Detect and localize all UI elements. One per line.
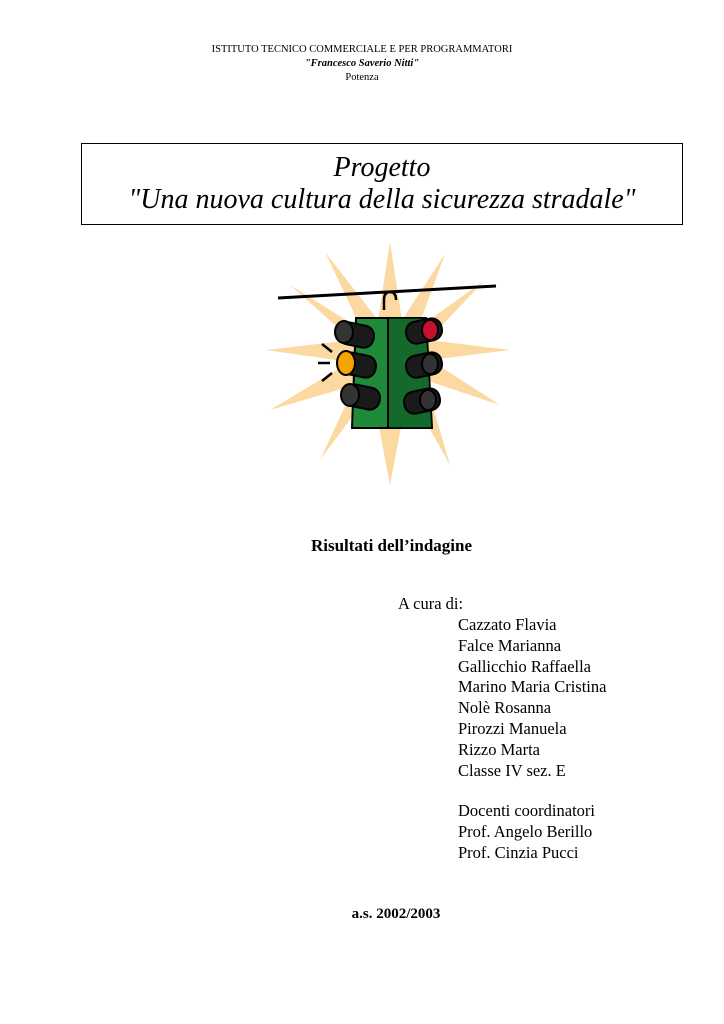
title-box: [81, 143, 683, 225]
coordinator-name: Prof. Cinzia Pucci: [458, 842, 579, 862]
coordinators-list: [458, 801, 595, 863]
credit-name: Pirozzi Manuela: [458, 718, 567, 738]
credit-name: Marino Maria Cristina: [458, 677, 607, 697]
credits-list: [458, 615, 606, 781]
credit-name: Nolè Rosanna: [458, 698, 552, 718]
school-year: a.s. 2002/2003: [351, 906, 441, 922]
credit-name: Rizzo Marta: [458, 739, 541, 759]
credit-name: Falce Marianna: [458, 635, 562, 655]
title-line-1: Progetto: [333, 152, 431, 183]
class-label: Classe IV sez. E: [458, 760, 566, 780]
right-lamps: [402, 316, 444, 415]
institute-name: ISTITUTO TECNICO COMMERCIALE E PER PROGRAMMATORI: [211, 44, 513, 55]
coordinator-name: Prof. Angelo Berillo: [458, 821, 593, 841]
coordinators-label: Docenti coordinatori: [458, 801, 595, 820]
left-lamps: [335, 320, 382, 411]
credit-name: Cazzato Flavia: [458, 615, 557, 634]
subtitle: Risultati dell’indagine: [310, 536, 473, 555]
traffic-light-icon: [260, 240, 520, 490]
title-line-2: "Una nuova cultura della sicurezza stradale": [128, 184, 636, 215]
credit-name: Gallicchio Raffaella: [458, 656, 592, 676]
credits-label: A cura di:: [398, 594, 464, 613]
school-name: "Francesco Saverio Nitti": [304, 58, 420, 69]
city-name: Potenza: [345, 72, 379, 83]
